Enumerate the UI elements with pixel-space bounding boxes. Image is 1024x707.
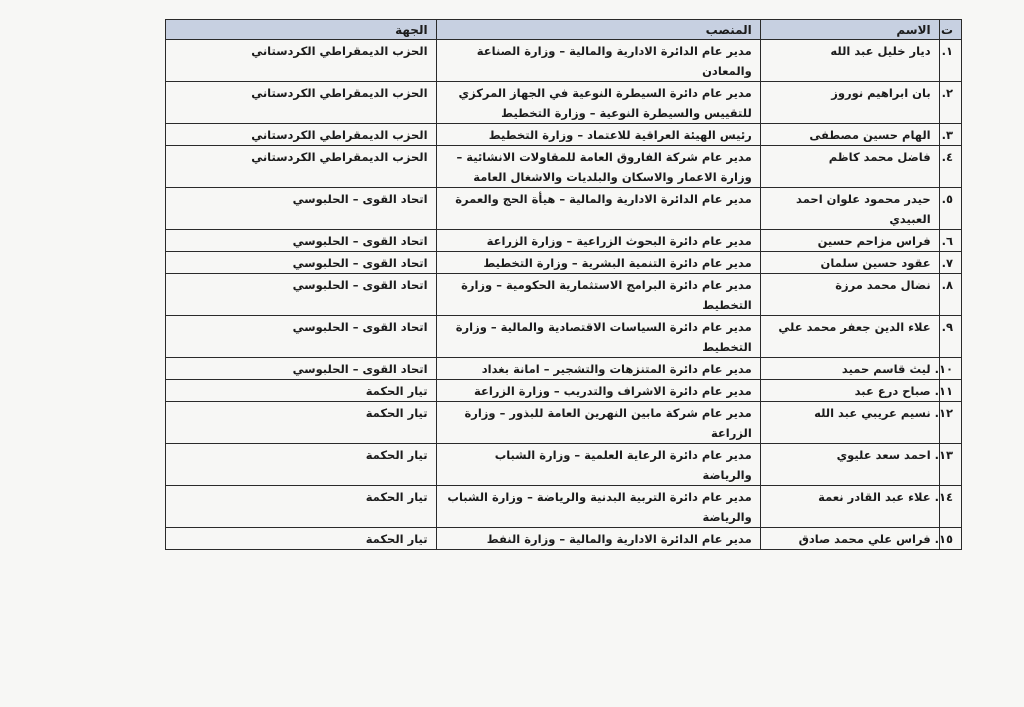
row-number: ٦. (939, 230, 961, 252)
table-row (166, 380, 962, 402)
person-name: فاضل محمد كاظم (760, 146, 939, 188)
row-number: ١٥. (939, 528, 961, 550)
table-row (166, 188, 962, 230)
position-title: مدير عام دائرة التنمية البشرية – وزارة التخطيط (436, 252, 760, 274)
position-title: مدير عام الدائرة الادارية والمالية – وزارة النفط (436, 528, 760, 550)
row-number: ٤. (939, 146, 961, 188)
header-name: الاسم (760, 20, 939, 40)
person-name: فراس مزاحم حسين (760, 230, 939, 252)
party-name: اتحاد القوى – الحلبوسي (166, 274, 437, 316)
table-row (166, 230, 962, 252)
row-number: ٣. (939, 124, 961, 146)
person-name: الهام حسين مصطفى (760, 124, 939, 146)
person-name: علاء الدين جعفر محمد علي (760, 316, 939, 358)
header-position: المنصب (436, 20, 760, 40)
table-row (166, 316, 962, 358)
position-title: مدير عام دائرة السيطرة النوعية في الجهاز المركزي للتقييس والسيطرة النوعية – وزارة التخطيط (436, 82, 760, 124)
header-party: الجهة (166, 20, 437, 40)
header-number: ت (939, 20, 961, 40)
table-row (166, 274, 962, 316)
party-name: اتحاد القوى – الحلبوسي (166, 188, 437, 230)
table-row (166, 358, 962, 380)
party-name: الحزب الديمقراطي الكردستاني (166, 82, 437, 124)
table-row (166, 402, 962, 444)
party-name: اتحاد القوى – الحلبوسي (166, 358, 437, 380)
party-name: تيار الحكمة (166, 528, 437, 550)
party-name: الحزب الديمقراطي الكردستاني (166, 124, 437, 146)
party-name: تيار الحكمة (166, 486, 437, 528)
position-title: مدير عام دائرة البرامج الاستثمارية الحكومية – وزارة التخطيط (436, 274, 760, 316)
party-name: الحزب الديمقراطي الكردستاني (166, 146, 437, 188)
table-row (166, 252, 962, 274)
position-title: مدير عام شركة الفاروق العامة للمقاولات الانشائية – وزارة الاعمار والاسكان والبلديات والاشغال العامة (436, 146, 760, 188)
party-name: تيار الحكمة (166, 402, 437, 444)
table-row (166, 528, 962, 550)
party-name: تيار الحكمة (166, 380, 437, 402)
row-number: ٢. (939, 82, 961, 124)
person-name: عقود حسين سلمان (760, 252, 939, 274)
row-number: ٩. (939, 316, 961, 358)
position-title: مدير عام دائرة التربية البدنية والرياضة – وزارة الشباب والرياضة (436, 486, 760, 528)
position-title: مدير عام شركة مابين النهرين العامة للبذور – وزارة الزراعة (436, 402, 760, 444)
position-title: مدير عام دائرة الاشراف والتدريب – وزارة الزراعة (436, 380, 760, 402)
row-number: ١. (939, 40, 961, 82)
appointments-table (165, 19, 962, 550)
person-name: نسيم عريبي عبد الله (760, 402, 939, 444)
party-name: تيار الحكمة (166, 444, 437, 486)
party-name: اتحاد القوى – الحلبوسي (166, 230, 437, 252)
table-row (166, 40, 962, 82)
party-name: اتحاد القوى – الحلبوسي (166, 252, 437, 274)
row-number: ١٣. (939, 444, 961, 486)
party-name: الحزب الديمقراطي الكردستاني (166, 40, 437, 82)
position-title: رئيس الهيئة العراقية للاعتماد – وزارة التخطيط (436, 124, 760, 146)
table-row (166, 486, 962, 528)
header-row (166, 20, 962, 40)
person-name: ليث قاسم حميد (760, 358, 939, 380)
position-title: مدير عام الدائرة الادارية والمالية – وزارة الصناعة والمعادن (436, 40, 760, 82)
row-number: ١٤. (939, 486, 961, 528)
person-name: ديار خليل عبد الله (760, 40, 939, 82)
person-name: علاء عبد القادر نعمة (760, 486, 939, 528)
person-name: فراس علي محمد صادق (760, 528, 939, 550)
table-row (166, 82, 962, 124)
position-title: مدير عام دائرة البحوث الزراعية – وزارة الزراعة (436, 230, 760, 252)
row-number: ١٢. (939, 402, 961, 444)
row-number: ٨. (939, 274, 961, 316)
table-row (166, 146, 962, 188)
person-name: احمد سعد عليوي (760, 444, 939, 486)
position-title: مدير عام دائرة المتنزهات والتشجير – امانة بغداد (436, 358, 760, 380)
position-title: مدير عام دائرة السياسات الاقتصادية والمالية – وزارة التخطيط (436, 316, 760, 358)
row-number: ٧. (939, 252, 961, 274)
person-name: نضال محمد مرزة (760, 274, 939, 316)
person-name: بان ابراهيم نوروز (760, 82, 939, 124)
position-title: مدير عام الدائرة الادارية والمالية – هيأة الحج والعمرة (436, 188, 760, 230)
person-name: صباح درع عبد (760, 380, 939, 402)
table-row (166, 444, 962, 486)
table-row (166, 124, 962, 146)
position-title: مدير عام دائرة الرعاية العلمية – وزارة الشباب والرياضة (436, 444, 760, 486)
row-number: ٥. (939, 188, 961, 230)
row-number: ١١. (939, 380, 961, 402)
person-name: حيدر محمود علوان احمد العبيدي (760, 188, 939, 230)
row-number: ١٠. (939, 358, 961, 380)
party-name: اتحاد القوى – الحلبوسي (166, 316, 437, 358)
